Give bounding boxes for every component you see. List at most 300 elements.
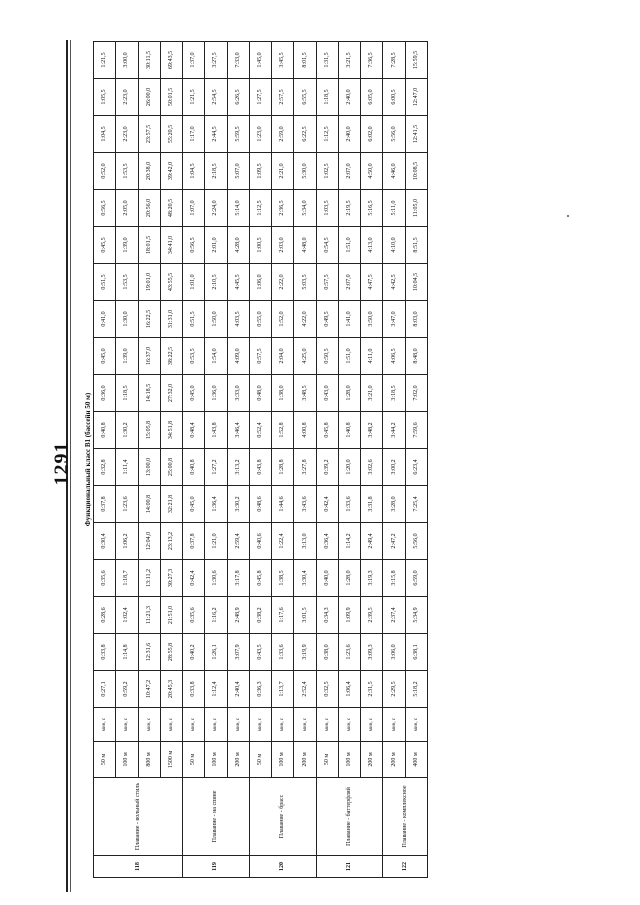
time-value-cell: 0:52,4 — [249, 412, 271, 449]
time-value-cell: 2:04,0 — [272, 338, 294, 375]
time-value-cell: 0:32,8 — [94, 449, 116, 486]
time-value-cell: 3:13,0 — [294, 523, 316, 560]
time-value-cell: 1:17,6 — [272, 597, 294, 634]
unit-cell: мин, с — [361, 708, 383, 742]
time-value-cell: 16:22,5 — [138, 301, 160, 338]
time-value-cell: 1:03,5 — [316, 190, 338, 227]
time-value-cell: 0:54,5 — [316, 227, 338, 264]
time-value-cell: 1:06,2 — [116, 523, 138, 560]
time-value-cell: 1:13,7 — [272, 671, 294, 708]
table-row — [383, 42, 405, 878]
time-value-cell: 48:20,5 — [160, 190, 182, 227]
time-value-cell: 1:30,0 — [116, 301, 138, 338]
time-value-cell: 0:40,8 — [183, 449, 205, 486]
time-value-cell: 0:37,8 — [94, 486, 116, 523]
time-value-cell: 3:44,2 — [383, 412, 405, 449]
table-row — [94, 42, 116, 878]
time-value-cell: 2:48,9 — [227, 597, 249, 634]
time-value-cell: 1:23,6 — [338, 634, 360, 671]
time-value-cell: 1:41,0 — [338, 301, 360, 338]
time-value-cell: 5:18,2 — [405, 671, 427, 708]
time-value-cell: 0:45,0 — [183, 486, 205, 523]
time-value-cell: 2:29,5 — [383, 671, 405, 708]
time-value-cell: 30:27,3 — [160, 560, 182, 597]
time-value-cell: 3:50,0 — [361, 301, 383, 338]
time-value-cell: 7:28,5 — [383, 42, 405, 79]
time-value-cell: 0:48,0 — [249, 375, 271, 412]
time-value-cell: 69:43,5 — [160, 42, 182, 79]
time-value-cell: 1:27,5 — [249, 79, 271, 116]
time-value-cell: 0:42,4 — [316, 486, 338, 523]
time-value-cell: 5:11,0 — [383, 190, 405, 227]
time-value-cell: 12:31,6 — [138, 634, 160, 671]
time-value-cell: 1:17,0 — [183, 116, 205, 153]
time-value-cell: 0:45,8 — [316, 412, 338, 449]
time-value-cell: 3:46,4 — [227, 412, 249, 449]
time-value-cell: 3:31,8 — [361, 486, 383, 523]
time-value-cell: 0:52,0 — [94, 153, 116, 190]
time-value-cell: 3:21,5 — [338, 42, 360, 79]
row-number: 119 — [183, 856, 250, 878]
distance-cell: 100 м — [116, 742, 138, 778]
time-value-cell: 14:00,8 — [138, 486, 160, 523]
unit-cell: мин, с — [316, 708, 338, 742]
time-value-cell: 3:07,9 — [227, 634, 249, 671]
standards-table-body — [94, 42, 428, 878]
time-value-cell: 1:12,5 — [316, 116, 338, 153]
time-value-cell: 0:36,4 — [316, 523, 338, 560]
distance-cell: 100 м — [338, 742, 360, 778]
time-value-cell: 0:38,0 — [316, 634, 338, 671]
time-value-cell: 1:01,0 — [183, 264, 205, 301]
row-number: 120 — [249, 856, 316, 878]
table-row — [316, 42, 338, 878]
time-value-cell: 2:07,0 — [338, 153, 360, 190]
unit-cell: мин, с — [383, 708, 405, 742]
table-row — [249, 42, 271, 878]
time-value-cell: 3:02,6 — [361, 449, 383, 486]
time-value-cell: 2:01,0 — [205, 227, 227, 264]
time-value-cell: 1:21,5 — [94, 42, 116, 79]
time-value-cell: 1:39,0 — [116, 338, 138, 375]
distance-cell: 200 м — [227, 742, 249, 778]
time-value-cell: 1:11,4 — [116, 449, 138, 486]
unit-cell: мин, с — [94, 708, 116, 742]
time-value-cell: 0:45,8 — [249, 560, 271, 597]
time-value-cell: 12:47,0 — [405, 79, 427, 116]
time-value-cell: 1:07,0 — [183, 190, 205, 227]
time-value-cell: 2:54,5 — [205, 79, 227, 116]
time-value-cell: 20:38,0 — [138, 153, 160, 190]
distance-cell: 50 м — [94, 742, 116, 778]
time-value-cell: 1:06,4 — [338, 671, 360, 708]
table-row — [227, 42, 249, 878]
time-value-cell: 6:22,5 — [294, 116, 316, 153]
time-value-cell: 0:37,8 — [183, 523, 205, 560]
time-value-cell: 0:43,0 — [316, 375, 338, 412]
event-name: Плавание - на спине — [183, 778, 250, 856]
distance-cell: 50 м — [316, 742, 338, 778]
time-value-cell: 1:53,5 — [116, 264, 138, 301]
time-value-cell: 6:05,0 — [361, 79, 383, 116]
time-value-cell: 0:53,5 — [183, 338, 205, 375]
time-value-cell: 1:43,8 — [205, 412, 227, 449]
time-value-cell: 19:01,0 — [138, 264, 160, 301]
time-value-cell: 16:37,0 — [138, 338, 160, 375]
time-value-cell: 5:14,0 — [227, 190, 249, 227]
time-value-cell: 4:45,5 — [227, 264, 249, 301]
time-value-cell: 38:22,5 — [160, 338, 182, 375]
unit-cell: мин, с — [405, 708, 427, 742]
time-value-cell: 6:02,0 — [361, 116, 383, 153]
time-value-cell: 0:56,5 — [94, 190, 116, 227]
time-value-cell: 12:41,5 — [405, 116, 427, 153]
time-value-cell: 0:34,3 — [316, 597, 338, 634]
time-value-cell: 2:59,4 — [227, 523, 249, 560]
time-value-cell: 2:52,4 — [294, 671, 316, 708]
time-value-cell: 2:24,0 — [205, 190, 227, 227]
time-value-cell: 1:30,2 — [116, 412, 138, 449]
time-value-cell: 4:46,0 — [383, 153, 405, 190]
time-value-cell: 1:37,0 — [183, 42, 205, 79]
table-row — [183, 42, 205, 878]
time-value-cell: 0:45,0 — [94, 338, 116, 375]
time-value-cell: 1:18,5 — [316, 79, 338, 116]
time-value-cell: 34:41,0 — [160, 227, 182, 264]
time-value-cell: 1:33,6 — [272, 634, 294, 671]
time-value-cell: 3:28,0 — [383, 486, 405, 523]
time-value-cell: 0:45,5 — [94, 227, 116, 264]
time-value-cell: 6:59,0 — [405, 560, 427, 597]
time-value-cell: 3:13,2 — [227, 449, 249, 486]
standards-table — [93, 41, 428, 878]
time-value-cell: 0:35,6 — [94, 560, 116, 597]
time-value-cell: 1:52,8 — [272, 412, 294, 449]
unit-cell: мин, с — [183, 708, 205, 742]
time-value-cell: 7:36,5 — [361, 42, 383, 79]
time-value-cell: 3:18,5 — [383, 375, 405, 412]
time-value-cell: 0:51,5 — [183, 301, 205, 338]
distance-cell: 200 м — [294, 742, 316, 778]
time-value-cell: 0:36,0 — [94, 375, 116, 412]
time-value-cell: 3:45,5 — [272, 42, 294, 79]
distance-cell: 100 м — [272, 742, 294, 778]
time-value-cell: 0:28,6 — [94, 597, 116, 634]
unit-cell: мин, с — [227, 708, 249, 742]
time-value-cell: 4:11,0 — [361, 338, 383, 375]
time-value-cell: 0:40,8 — [94, 412, 116, 449]
time-value-cell: 4:42,5 — [383, 264, 405, 301]
unit-cell: мин, с — [272, 708, 294, 742]
time-value-cell: 0:55,0 — [249, 301, 271, 338]
time-value-cell: 5:07,0 — [227, 153, 249, 190]
time-value-cell: 0:43,8 — [249, 449, 271, 486]
time-value-cell: 1:02,4 — [116, 597, 138, 634]
time-value-cell: 2:39,5 — [361, 597, 383, 634]
time-value-cell: 8:48,0 — [405, 338, 427, 375]
time-value-cell: 0:36,3 — [249, 671, 271, 708]
time-value-cell: 0:59,2 — [116, 671, 138, 708]
time-value-cell: 4:13,0 — [361, 227, 383, 264]
distance-cell: 100 м — [205, 742, 227, 778]
time-value-cell: 0:56,5 — [183, 227, 205, 264]
time-value-cell: 15:05,8 — [138, 412, 160, 449]
time-value-cell: 0:40,2 — [183, 634, 205, 671]
time-value-cell: 18:01,5 — [138, 227, 160, 264]
time-value-cell: 2:23,0 — [116, 79, 138, 116]
time-value-cell: 1:51,0 — [338, 338, 360, 375]
time-value-cell: 5:34,0 — [294, 190, 316, 227]
time-value-cell: 1:21,0 — [205, 523, 227, 560]
time-value-cell: 2:19,5 — [338, 190, 360, 227]
time-value-cell: 21:51,0 — [160, 597, 182, 634]
time-value-cell: 4:09,0 — [227, 338, 249, 375]
time-value-cell: 0:39,2 — [316, 449, 338, 486]
time-value-cell: 1:54,0 — [205, 338, 227, 375]
time-value-cell: 0:51,5 — [94, 264, 116, 301]
time-value-cell: 0:43,5 — [249, 634, 271, 671]
time-value-cell: 32:21,8 — [160, 486, 182, 523]
time-value-cell: 2:05,0 — [116, 190, 138, 227]
time-value-cell: 2:18,5 — [205, 153, 227, 190]
time-value-cell: 4:03,5 — [227, 301, 249, 338]
time-value-cell: 1:36,4 — [205, 486, 227, 523]
unit-cell: мин, с — [116, 708, 138, 742]
event-name: Плавание - баттерфляй — [316, 778, 383, 856]
time-value-cell: 23:57,5 — [138, 116, 160, 153]
time-value-cell: 0:42,4 — [183, 560, 205, 597]
time-value-cell: 50:01,5 — [160, 79, 182, 116]
table-row — [361, 42, 383, 878]
time-value-cell: 3:30,4 — [294, 560, 316, 597]
time-value-cell: 10:47,2 — [138, 671, 160, 708]
time-value-cell: 8:03,0 — [405, 301, 427, 338]
time-value-cell: 2:37,4 — [383, 597, 405, 634]
time-value-cell: 1:18,7 — [116, 560, 138, 597]
time-value-cell: 3:06,0 — [383, 634, 405, 671]
time-value-cell: 0:27,1 — [94, 671, 116, 708]
time-value-cell: 3:15,8 — [383, 560, 405, 597]
time-value-cell: 1:02,5 — [316, 153, 338, 190]
time-value-cell: 0:33,8 — [183, 671, 205, 708]
time-value-cell: 28:55,8 — [160, 634, 182, 671]
time-value-cell: 3:17,8 — [227, 560, 249, 597]
time-value-cell: 5:56,0 — [405, 523, 427, 560]
time-value-cell: 26:00,0 — [138, 79, 160, 116]
time-value-cell: 1:16,2 — [205, 597, 227, 634]
time-value-cell: 25:00,8 — [160, 449, 182, 486]
time-value-cell: 30:11,5 — [138, 42, 160, 79]
time-value-cell: 2:31,5 — [361, 671, 383, 708]
time-value-cell: 3:33,0 — [227, 375, 249, 412]
time-value-cell: 1:53,5 — [116, 153, 138, 190]
time-value-cell: 1:23,6 — [116, 486, 138, 523]
time-value-cell: 5:03,5 — [294, 264, 316, 301]
time-value-cell: 20:56,0 — [138, 190, 160, 227]
time-value-cell: 0:48,6 — [249, 486, 271, 523]
time-value-cell: 6:55,5 — [294, 79, 316, 116]
time-value-cell: 55:20,5 — [160, 116, 182, 153]
page-number: 1291 — [50, 441, 73, 486]
time-value-cell: 1:09,5 — [249, 153, 271, 190]
time-value-cell: 1:04,5 — [94, 116, 116, 153]
time-value-cell: 2:40,4 — [227, 671, 249, 708]
time-value-cell: 2:36,5 — [272, 190, 294, 227]
time-value-cell: 1:12,5 — [249, 190, 271, 227]
time-value-cell: 4:48,0 — [294, 227, 316, 264]
unit-cell: мин, с — [205, 708, 227, 742]
time-value-cell: 1:45,0 — [249, 42, 271, 79]
time-value-cell: 15:59,5 — [405, 42, 427, 79]
time-value-cell: 3:00,2 — [383, 449, 405, 486]
time-value-cell: 3:30,2 — [227, 486, 249, 523]
time-value-cell: 1:36,0 — [205, 375, 227, 412]
time-value-cell: 0:48,4 — [183, 412, 205, 449]
time-value-cell: 4:47,5 — [361, 264, 383, 301]
time-value-cell: 0:40,6 — [249, 523, 271, 560]
time-value-cell: 2:03,0 — [272, 227, 294, 264]
time-value-cell: 8:51,5 — [405, 227, 427, 264]
time-value-cell: 1:33,6 — [338, 486, 360, 523]
time-value-cell: 3:19,9 — [294, 634, 316, 671]
time-value-cell: 6:00,5 — [383, 79, 405, 116]
time-value-cell: 1:52,0 — [272, 301, 294, 338]
time-value-cell: 0:50,5 — [316, 338, 338, 375]
time-value-cell: 1:28,0 — [338, 375, 360, 412]
time-value-cell: 0:35,6 — [183, 597, 205, 634]
distance-cell: 50 м — [249, 742, 271, 778]
time-value-cell: 3:43,6 — [294, 486, 316, 523]
time-value-cell: 3:19,3 — [361, 560, 383, 597]
time-value-cell: 1:21,5 — [183, 79, 205, 116]
time-value-cell: 0:40,0 — [316, 560, 338, 597]
time-value-cell: 1:30,6 — [205, 560, 227, 597]
time-value-cell: 10:04,5 — [405, 264, 427, 301]
table-row — [138, 42, 160, 878]
time-value-cell: 5:16,5 — [361, 190, 383, 227]
unit-cell: мин, с — [249, 708, 271, 742]
time-value-cell: 6:26,5 — [227, 79, 249, 116]
time-value-cell: 3:00,0 — [116, 42, 138, 79]
time-value-cell: 20:45,3 — [160, 671, 182, 708]
time-value-cell: 13:11,2 — [138, 560, 160, 597]
time-value-cell: 10:08,5 — [405, 153, 427, 190]
time-value-cell: 1:22,4 — [272, 523, 294, 560]
distance-cell: 200 м — [383, 742, 405, 778]
time-value-cell: 1:23,0 — [249, 116, 271, 153]
time-value-cell: 1:20,0 — [338, 449, 360, 486]
time-value-cell: 2:47,2 — [383, 523, 405, 560]
time-value-cell: 39:42,0 — [160, 153, 182, 190]
time-value-cell: 2:57,5 — [272, 79, 294, 116]
time-value-cell: 1:51,0 — [338, 227, 360, 264]
unit-cell: мин, с — [294, 708, 316, 742]
time-value-cell: 1:38,0 — [272, 375, 294, 412]
time-value-cell: 1:39,0 — [116, 227, 138, 264]
time-value-cell: 3:01,5 — [294, 597, 316, 634]
time-value-cell: 0:32,5 — [316, 671, 338, 708]
time-value-cell: 12:04,0 — [138, 523, 160, 560]
row-number: 121 — [316, 856, 383, 878]
time-value-cell: 1:44,6 — [272, 486, 294, 523]
time-value-cell: 7:25,4 — [405, 486, 427, 523]
time-value-cell: 5:34,9 — [405, 597, 427, 634]
time-value-cell: 1:04,5 — [183, 153, 205, 190]
time-value-cell: 2:40,0 — [338, 116, 360, 153]
time-value-cell: 4:00,8 — [294, 412, 316, 449]
time-value-cell: 1:26,1 — [205, 634, 227, 671]
time-value-cell: 34:51,8 — [160, 412, 182, 449]
time-value-cell: 3:21,0 — [361, 375, 383, 412]
time-value-cell: 14:18,5 — [138, 375, 160, 412]
time-value-cell: 1:00,5 — [249, 227, 271, 264]
time-value-cell: 7:59,6 — [405, 412, 427, 449]
row-number: 122 — [383, 856, 428, 878]
time-value-cell: 3:09,3 — [361, 634, 383, 671]
time-value-cell: 1:38,5 — [272, 560, 294, 597]
time-value-cell: 1:05,5 — [94, 79, 116, 116]
time-value-cell: 1:50,0 — [205, 301, 227, 338]
table-row — [116, 42, 138, 878]
distance-cell: 400 м — [405, 742, 427, 778]
time-value-cell: 0:57,5 — [249, 338, 271, 375]
table-row — [205, 42, 227, 878]
scan-speck — [567, 215, 569, 217]
time-value-cell: 1:28,0 — [338, 560, 360, 597]
time-value-cell: 1:18,5 — [116, 375, 138, 412]
time-value-cell: 11:05,0 — [405, 190, 427, 227]
time-value-cell: 13:00,0 — [138, 449, 160, 486]
time-value-cell: 6:23,4 — [405, 449, 427, 486]
time-value-cell: 0:33,8 — [94, 634, 116, 671]
time-value-cell: 0:41,0 — [94, 301, 116, 338]
functional-class-title: Функциональный класс B1 (бассейн 50 м) — [84, 392, 92, 527]
time-value-cell: 4:22,0 — [294, 301, 316, 338]
time-value-cell: 0:45,0 — [183, 375, 205, 412]
time-value-cell: 4:50,0 — [361, 153, 383, 190]
time-value-cell: 1:40,8 — [338, 412, 360, 449]
time-value-cell: 1:14,2 — [338, 523, 360, 560]
time-value-cell: 27:32,0 — [160, 375, 182, 412]
time-value-cell: 7:33,0 — [227, 42, 249, 79]
time-value-cell: 4:10,0 — [383, 227, 405, 264]
row-number: 118 — [94, 856, 183, 878]
time-value-cell: 1:27,2 — [205, 449, 227, 486]
time-value-cell: 1:14,8 — [116, 634, 138, 671]
time-value-cell: 2:07,0 — [338, 264, 360, 301]
time-value-cell: 1:06,0 — [249, 264, 271, 301]
time-value-cell: 2:23,0 — [116, 116, 138, 153]
time-value-cell: 11:21,3 — [138, 597, 160, 634]
time-value-cell: 8:01,5 — [294, 42, 316, 79]
time-value-cell: 2:10,5 — [205, 264, 227, 301]
table-row — [160, 42, 182, 878]
time-value-cell: 5:56,0 — [383, 116, 405, 153]
time-value-cell: 23:13,2 — [160, 523, 182, 560]
table-row — [405, 42, 427, 878]
event-name: Плавание - брасс — [249, 778, 316, 856]
unit-cell: мин, с — [138, 708, 160, 742]
time-value-cell: 0:49,5 — [316, 301, 338, 338]
time-value-cell: 4:25,0 — [294, 338, 316, 375]
distance-cell: 1500 м — [160, 742, 182, 778]
time-value-cell: 1:31,5 — [316, 42, 338, 79]
event-name: Плавание - комплексное — [383, 778, 428, 856]
time-value-cell: 3:48,5 — [294, 375, 316, 412]
time-value-cell: 4:06,5 — [383, 338, 405, 375]
time-value-cell: 43:55,5 — [160, 264, 182, 301]
time-value-cell: 6:38,1 — [405, 634, 427, 671]
